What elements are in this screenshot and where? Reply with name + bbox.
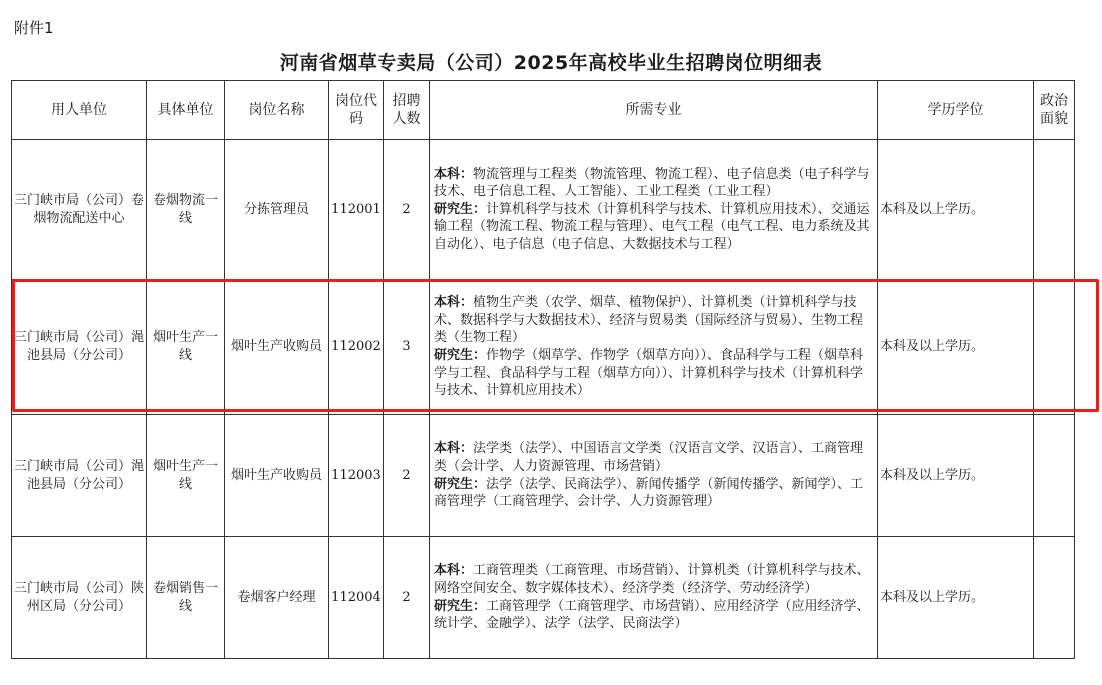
cell-unit: 烟叶生产一线 [147,415,225,537]
undergrad-majors: 工商管理类（工商管理、市场营销）、计算机类（计算机科学与技术、网络空间安全、数字媒体技术）、经济学类（经济学、劳动经济学） [434,563,870,596]
cell-unit: 卷烟物流一线 [147,140,225,280]
col-header-employer: 用人单位 [12,81,147,140]
table-row [12,415,1075,537]
undergrad-label: 本科： [434,563,474,579]
recruitment-table [11,80,1075,659]
undergrad-majors: 物流管理与工程类（物流管理、物流工程）、电子信息类（电子科学与技术、电子信息工程、人工智能）、工业工程类（工业工程） [434,166,870,200]
col-header-political: 政治面貌 [1034,81,1075,140]
cell-employer: 三门峡市局（公司）渑池县局（分公司） [12,280,147,415]
table-row [12,140,1075,280]
cell-count: 2 [384,537,430,659]
cell-count: 3 [384,280,430,415]
undergrad-majors: 植物生产类（农学、烟草、植物保护）、计算机类（计算机科学与技术、数据科学与大数据技术）、经济与贸易类（国际经济与贸易）、生物工程类（生物工程） [434,295,864,346]
grad-majors: 工商管理学（工商管理学、市场营销）、应用经济学（应用经济学、统计学、金融学）、法学（法学、民商法学） [434,598,870,632]
grad-label: 研究生： [434,476,487,492]
cell-political [1034,140,1075,280]
cell-code: 112003 [329,415,384,537]
grad-majors: 作物学（烟草学、作物学（烟草方向））、食品科学与工程（烟草科学与工程、食品科学与工程（烟草方向））、计算机科学与技术（计算机科学与技术、计算机应用技术） [434,348,864,399]
undergrad-majors: 法学类（法学）、中国语言文学类（汉语言文学、汉语言）、工商管理类（会计学、人力资源管理、市场营销） [434,441,864,474]
col-header-count: 招聘人数 [384,81,430,140]
col-header-education: 学历学位 [878,81,1034,140]
cell-major [430,537,878,659]
cell-employer: 三门峡市局（公司）渑池县局（分公司） [12,415,147,537]
col-header-major: 所需专业 [430,81,878,140]
undergrad-label: 本科： [434,166,474,182]
cell-major [430,140,878,280]
cell-code: 112004 [329,537,384,659]
undergrad-label: 本科： [434,441,474,457]
cell-position: 烟叶生产收购员 [225,415,329,537]
cell-unit: 卷烟销售一线 [147,537,225,659]
cell-political [1034,415,1075,537]
table-row [12,537,1075,659]
grad-label: 研究生： [434,598,487,614]
cell-position: 分拣管理员 [225,140,329,280]
cell-employer: 三门峡市局（公司）陕州区局（分公司） [12,537,147,659]
cell-education: 本科及以上学历。 [878,140,1034,280]
cell-count: 2 [384,415,430,537]
cell-code: 112001 [329,140,384,280]
cell-unit: 烟叶生产一线 [147,280,225,415]
cell-position: 烟叶生产收购员 [225,280,329,415]
grad-label: 研究生： [434,348,487,363]
col-header-code: 岗位代码 [329,81,384,140]
col-header-position: 岗位名称 [225,81,329,140]
grad-label: 研究生： [434,201,487,217]
grad-majors: 计算机科学与技术（计算机科学与技术、计算机应用技术）、交通运输工程（物流工程、物流工程与管理）、电气工程（电气工程、电力系统及其自动化）、电子信息（电子信息、大数据技术与工程） [434,201,870,252]
cell-education: 本科及以上学历。 [878,537,1034,659]
cell-code: 112002 [329,280,384,415]
table-row [12,280,1075,415]
cell-education: 本科及以上学历。 [878,280,1034,415]
cell-position: 卷烟客户经理 [225,537,329,659]
cell-education: 本科及以上学历。 [878,415,1034,537]
page-title: 河南省烟草专卖局（公司）2025年高校毕业生招聘岗位明细表 [279,52,823,74]
undergrad-label: 本科： [434,295,474,311]
attachment-label: 附件1 [14,19,54,37]
cell-count: 2 [384,140,430,280]
cell-political [1034,537,1075,659]
col-header-unit: 具体单位 [147,81,225,140]
cell-political [1034,280,1075,415]
cell-major [430,280,878,415]
cell-employer: 三门峡市局（公司）卷烟物流配送中心 [12,140,147,280]
grad-majors: 法学（法学、民商法学）、新闻传播学（新闻传播学、新闻学）、工商管理学（工商管理学、会计学、人力资源管理） [434,476,864,510]
table-header-row [12,81,1075,140]
cell-major [430,415,878,537]
